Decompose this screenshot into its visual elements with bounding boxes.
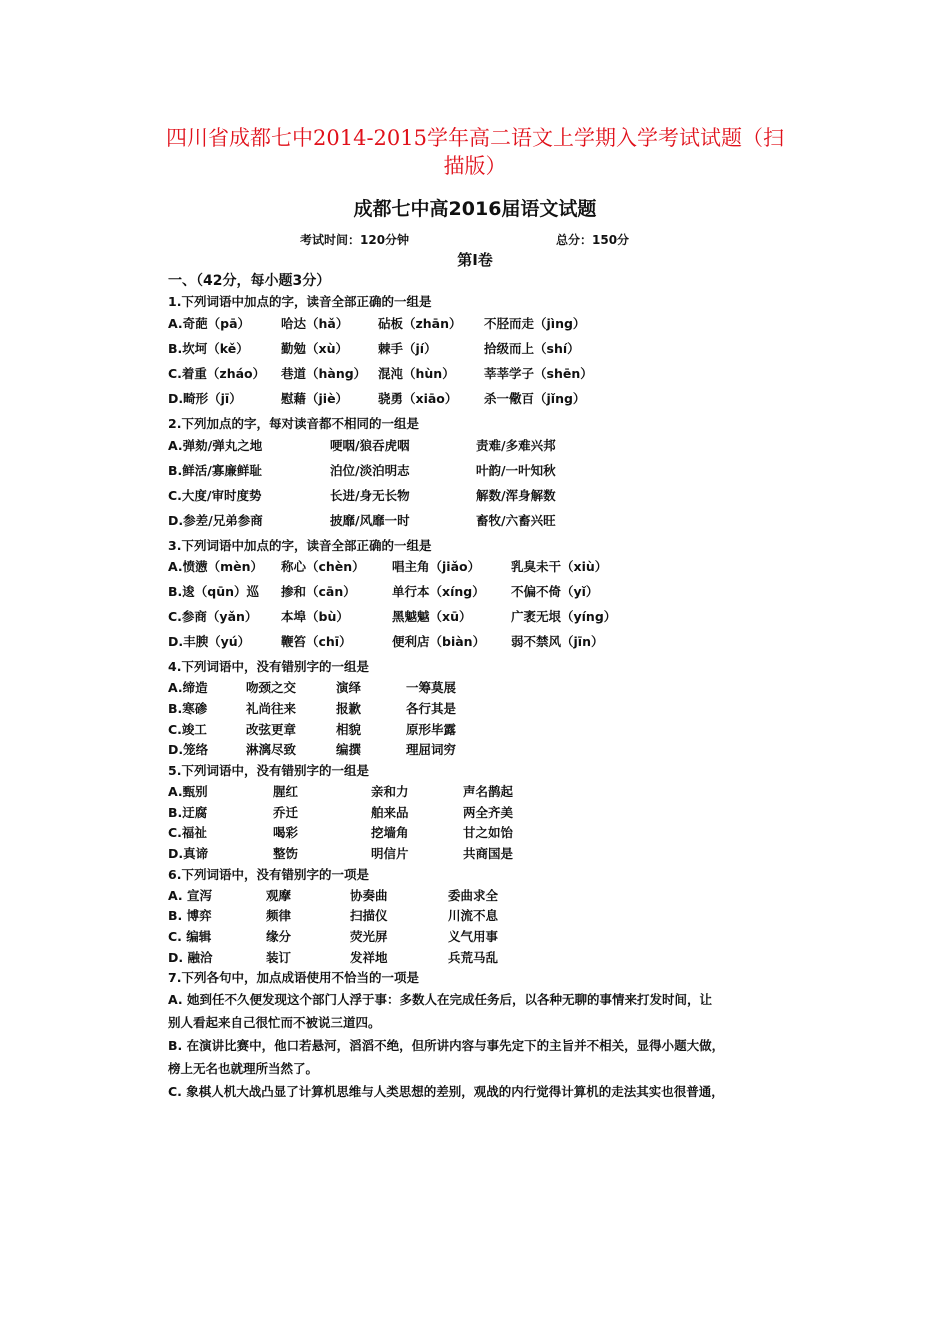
option-cell: 不偏不倚（yǐ） <box>511 584 599 599</box>
section-heading: 一、（42分，每小题3分） <box>168 273 331 289</box>
option-cell: 荧光屏 <box>350 929 388 944</box>
option-cell: 拾级而上（shí） <box>484 341 580 356</box>
exam-title: 成都七中高2016届语文试题 <box>353 198 597 220</box>
option-cell: 兵荒马乱 <box>448 950 499 965</box>
option-cell: 挖墙角 <box>371 825 409 840</box>
option-cell: 掺和（cān） <box>281 584 356 599</box>
option-cell: 莘莘学子（shēn） <box>484 366 593 381</box>
option-cell: C.大度/审时度势 <box>168 488 262 503</box>
option-cell: 畜牧/六畜兴旺 <box>476 513 556 528</box>
option-cell: 整饬 <box>273 846 299 861</box>
option-cell: 理屈词穷 <box>406 742 457 757</box>
option-cell: 慰藉（jiè） <box>281 391 349 406</box>
option-cell: D.笼络 <box>168 742 209 757</box>
question-stem: 5.下列词语中，没有错别字的一组是 <box>168 763 369 778</box>
option-cell: 不胫而走（jìng） <box>484 316 586 331</box>
option-cell: 舶来品 <box>371 805 409 820</box>
option-cell: 腥红 <box>273 784 299 799</box>
option-cell: 鞭笞（chī） <box>281 634 352 649</box>
option-cell: 勤勉（xù） <box>281 341 348 356</box>
option-cell: 砧板（zhān） <box>378 316 462 331</box>
option-cell: B.寒碜 <box>168 701 208 716</box>
option-cell: 棘手（jí） <box>378 341 437 356</box>
option-cell: 责难/多难兴邦 <box>476 438 556 453</box>
option-cell: A.奇葩（pā） <box>168 316 251 331</box>
option-cell: 改弦更章 <box>246 722 297 737</box>
option-cell: 泊位/淡泊明志 <box>330 463 410 478</box>
document-title-line-2: 描版） <box>443 154 507 178</box>
option-cell: 编撰 <box>336 742 362 757</box>
option-cell: C.着重（zháo） <box>168 366 266 381</box>
total-score: 总分：150分 <box>556 233 630 247</box>
option-cell: 哽咽/狼吞虎咽 <box>330 438 410 453</box>
question-stem: 6.下列词语中，没有错别字的一项是 <box>168 867 369 882</box>
option-cell: D.畸形（jī） <box>168 391 242 406</box>
option-cell: 缘分 <box>266 929 292 944</box>
option-cell: D.丰腴（yú） <box>168 634 251 649</box>
option-cell: 演绎 <box>336 680 362 695</box>
option-cell: B.鲜活/寡廉鲜耻 <box>168 463 262 478</box>
option-cell: 各行其是 <box>406 701 457 716</box>
q7-line: 别人看起来自己很忙而不被说三道四。 <box>168 1015 381 1030</box>
option-cell: 广袤无垠（yíng） <box>511 609 617 624</box>
option-cell: 长进/身无长物 <box>330 488 410 503</box>
option-cell: 甘之如饴 <box>463 825 514 840</box>
option-cell: 本埠（bù） <box>281 609 349 624</box>
q7-line: A. 她到任不久便发现这个部门人浮于事：多数人在完成任务后，以各种无聊的事情来打发时间，让 <box>168 992 713 1007</box>
option-cell: 两全齐美 <box>463 805 514 820</box>
option-cell: 乳臭未干（xiù） <box>511 559 608 574</box>
question-stem: 7.下列各句中，加点成语使用不恰当的一项是 <box>168 970 419 985</box>
option-cell: 披靡/风靡一时 <box>330 513 410 528</box>
option-cell: 弱不禁风（jīn） <box>511 634 604 649</box>
option-cell: 频律 <box>266 908 292 923</box>
q7-line: 榜上无名也就理所当然了。 <box>168 1061 319 1076</box>
option-cell: 吻颈之交 <box>246 680 297 695</box>
option-cell: C. 编辑 <box>168 929 212 944</box>
option-cell: 声名鹊起 <box>463 784 514 799</box>
volume-label: 第Ⅰ卷 <box>457 251 493 269</box>
option-cell: 观摩 <box>266 888 292 903</box>
option-cell: 淋漓尽致 <box>246 742 297 757</box>
option-cell: 明信片 <box>371 846 409 861</box>
option-cell: B. 博弈 <box>168 908 212 923</box>
document-title-line-1: 四川省成都七中2014-2015学年高二语文上学期入学考试试题（扫 <box>166 126 784 150</box>
option-cell: B.逡（qūn）巡 <box>168 584 260 599</box>
option-cell: 便利店（biàn） <box>392 634 486 649</box>
option-cell: 黑魆魆（xū） <box>392 609 472 624</box>
question-stem: 4.下列词语中，没有错别字的一组是 <box>168 659 369 674</box>
option-cell: 解数/浑身解数 <box>476 488 556 503</box>
option-cell: 义气用事 <box>448 929 499 944</box>
option-cell: 报歉 <box>336 701 362 716</box>
option-cell: B.迂腐 <box>168 805 208 820</box>
option-cell: 叶韵/一叶知秋 <box>476 463 556 478</box>
option-cell: 原形毕露 <box>406 722 457 737</box>
option-cell: 发祥地 <box>350 950 388 965</box>
option-cell: C.福祉 <box>168 825 207 840</box>
option-cell: 唱主角（jiǎo） <box>392 559 481 574</box>
option-cell: 装订 <box>266 950 292 965</box>
option-cell: 相貌 <box>336 722 362 737</box>
document-title <box>120 124 830 180</box>
question-stem: 3.下列词语中加点的字，读音全部正确的一组是 <box>168 538 432 553</box>
option-cell: 亲和力 <box>371 784 409 799</box>
option-cell: A.缔造 <box>168 680 208 695</box>
option-cell: 委曲求全 <box>448 888 499 903</box>
option-cell: 混沌（hùn） <box>378 366 455 381</box>
question-stem: 1.下列词语中加点的字，读音全部正确的一组是 <box>168 294 432 309</box>
option-cell: 一筹莫展 <box>406 680 457 695</box>
option-cell: 喝彩 <box>273 825 299 840</box>
option-cell: 礼尚往来 <box>246 701 297 716</box>
option-cell: 哈达（hǎ） <box>281 316 349 331</box>
option-cell: C.竣工 <box>168 722 207 737</box>
question-stem: 2.下列加点的字，每对读音都不相同的一组是 <box>168 416 419 431</box>
option-cell: 杀一儆百（jǐng） <box>484 391 586 406</box>
option-cell: B.坎坷（kě） <box>168 341 249 356</box>
option-cell: 巷道（hàng） <box>281 366 367 381</box>
option-cell: A. 宣泻 <box>168 888 213 903</box>
option-cell: A.愤懑（mèn） <box>168 559 264 574</box>
option-cell: C.参商（yǎn） <box>168 609 258 624</box>
option-cell: D.参差/兄弟参商 <box>168 513 263 528</box>
option-cell: 乔迁 <box>273 805 299 820</box>
option-cell: 川流不息 <box>448 908 499 923</box>
option-cell: 共商国是 <box>463 846 514 861</box>
option-cell: D.真谛 <box>168 846 209 861</box>
option-cell: 协奏曲 <box>350 888 388 903</box>
option-cell: 单行本（xíng） <box>392 584 485 599</box>
option-cell: D. 融洽 <box>168 950 213 965</box>
option-cell: A.甄别 <box>168 784 208 799</box>
option-cell: 骁勇（xiāo） <box>378 391 458 406</box>
option-cell: 称心（chèn） <box>281 559 365 574</box>
option-cell: A.弹劾/弹丸之地 <box>168 438 263 453</box>
exam-time: 考试时间：120分钟 <box>300 233 410 247</box>
q7-line: B. 在演讲比赛中，他口若悬河，滔滔不绝，但所讲内容与事先定下的主旨并不相关，显得小题大做， <box>168 1038 725 1053</box>
q7-line: C. 象棋人机大战凸显了计算机思维与人类思想的差别，观战的内行觉得计算机的走法其实也很普通， <box>168 1084 724 1099</box>
option-cell: 扫描仪 <box>350 908 388 923</box>
